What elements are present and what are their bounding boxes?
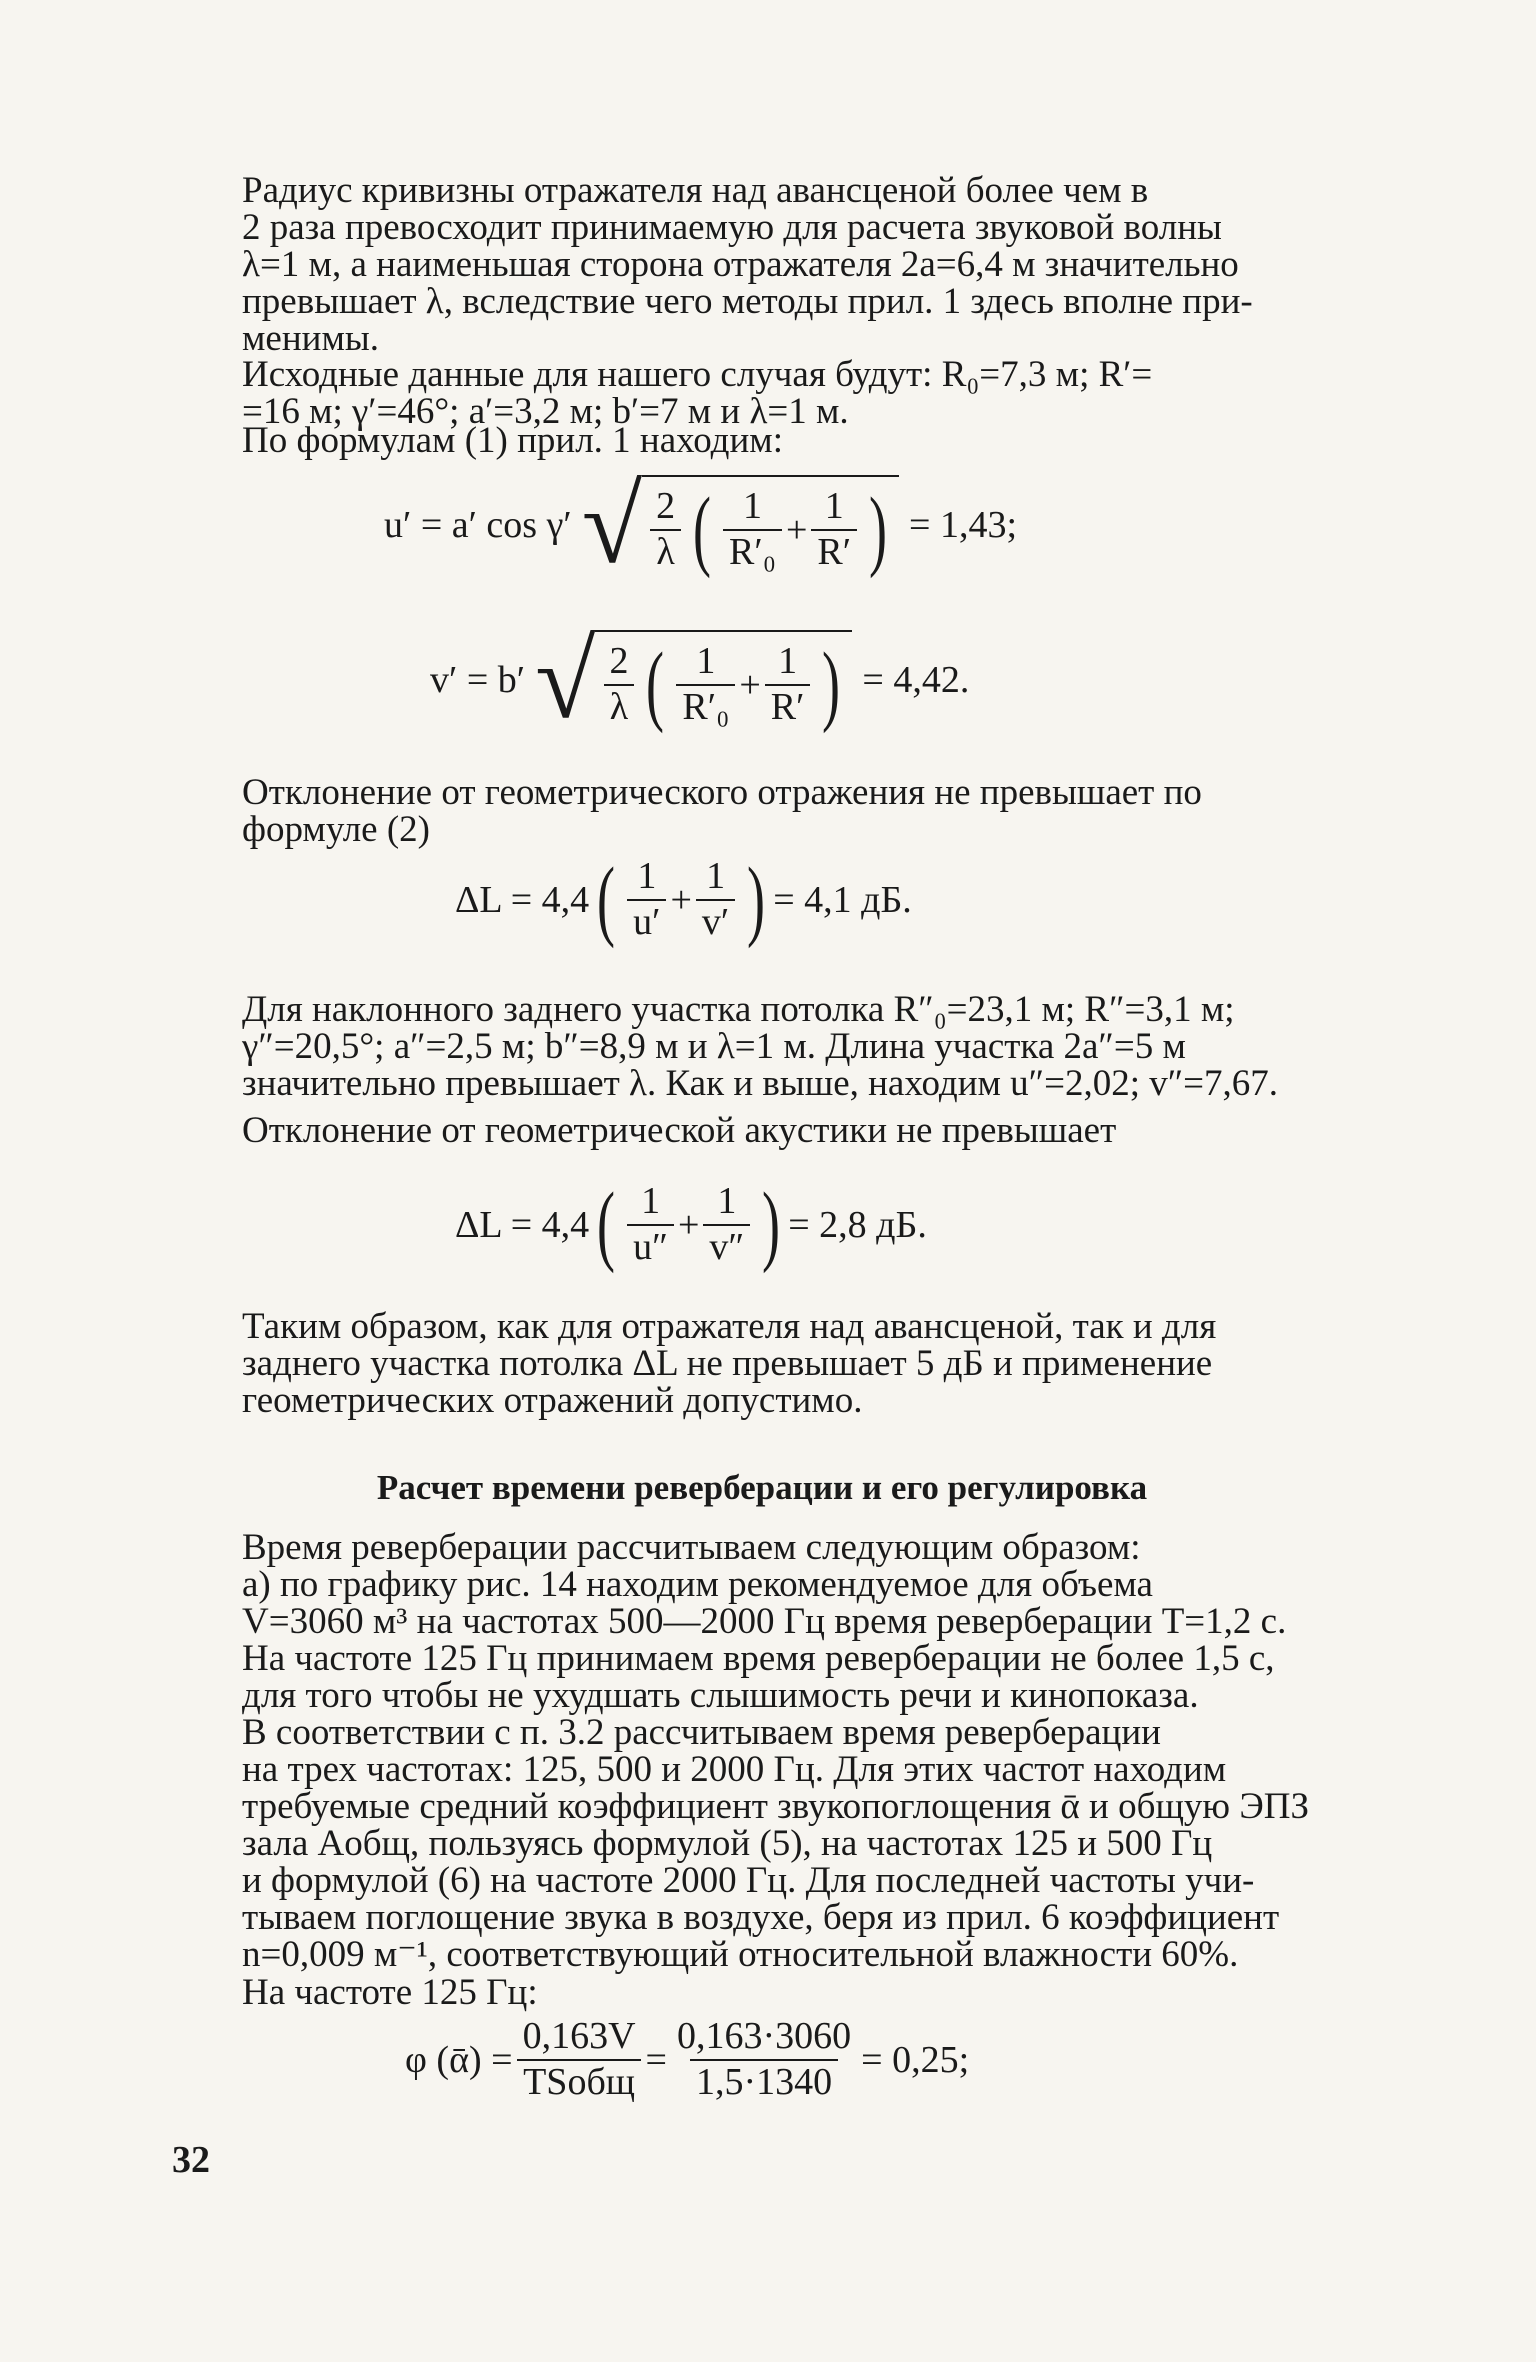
equation-u-prime: u′ = a′ cos γ′ √ $\frac{2}{\lambda}$ ( $\frac{1}{\text{R′₀}}$ + $\frac{1}{R'}$ ) = 1,43;: [384, 464, 1018, 586]
equation-v-prime: v′ = b′ √ $\frac{2}{\lambda}$ ( $\frac{1}{\text{R′₀}}$ + $\frac{1}{R'}$ ) = 4,42.: [430, 619, 970, 741]
sqrt-symbol: √ $\frac{2}{\lambda}$ ( $\frac{1}{\text{R′₀}}$ + $\frac{1}{R'}$ ): [535, 625, 852, 735]
equation-delta-l-2: ΔL = 4,4 ( $\frac{1}{u''}$ + $\frac{1}{v''}$ ) = 2,8 дБ.: [455, 1175, 927, 1274]
paragraph-reflector-radius: Радиус кривизны отражателя над авансценой более чем в 2 раза превосходит принимаемую для расчета звуковой волны λ=1 м, а наименьшая сторона отражателя 2a=6,4 м значительно превышает λ, вследствие чего методы прил. 1 здесь вполне при- менимы.: [242, 170, 1253, 359]
paragraph-deviation: Отклонение от геометрического отражения не превышает по формуле (2): [242, 772, 1202, 850]
sqrt-symbol: √ $\frac{2}{\lambda}$ ( $\frac{1}{\text{R′₀}}$ + $\frac{1}{R'}$ ): [582, 470, 899, 580]
paragraph-inclined-ceiling: Для наклонного заднего участка потолка R″₀=23,1 м; R″=3,1 м; γ″=20,5°; a″=2,5 м; b″=8,9 м и λ=1 м. Длина участка 2a″=5 м значительно превышает λ. Как и выше, находим u″=2,02; v″=7,67.: [242, 989, 1278, 1104]
section-heading: Расчет времени реверберации и его регулировка: [376, 1468, 1148, 1507]
paragraph-conclusion: Таким образом, как для отражателя над авансценой, так и для заднего участка потолка ΔL не превышает 5 дБ и применение геометрических отражений допустимо.: [242, 1306, 1217, 1421]
page-number: 32: [172, 2139, 210, 2181]
paragraph-acoustics-deviation: Отклонение от геометрической акустики не превышает: [242, 1110, 1117, 1151]
equation-phi-alpha: φ (ᾱ) = $\frac{0,163V}{\text{TSобщ}}$ = $\frac{0,163\cdot 3060}{1,5\cdot 1340}$ = 0,25;: [405, 2015, 970, 2103]
paragraph-item-a: а) по графику рис. 14 находим рекомендуемое для объема V=3060 м³ на частотах 500—2000 Гц время реверберации T=1,2 с. На частоте 125 Гц принимаем время реверберации не более 1,5 с, для того чтобы не ухудшать слышимость речи и кинопоказа.: [242, 1564, 1287, 1716]
equation-delta-l-1: ΔL = 4,4 ( $\frac{1}{u'}$ + $\frac{1}{v'}$ ) = 4,1 дБ.: [455, 850, 912, 949]
paragraph-three-frequencies: В соответствии с п. 3.2 рассчитываем время реверберации на трех частотах: 125, 500 и 2000 Гц. Для этих частот находим требуемые средний коэффициент звукопоглощения ᾱ и общую ЭПЗ зала Aобщ, пользуясь формулой (5), на частотах 125 и 500 Гц и формулой (6) на частоте 2000 Гц. Для последней частоты учи- тываем поглощение звука в воздухе, беря из прил. 6 коэффициент n=0,009 м⁻¹, соответствующий относительной влажности 60%.: [242, 1712, 1310, 1975]
paragraph-reverb-intro: Время реверберации рассчитываем следующим образом:: [242, 1527, 1141, 1568]
paragraph-formulas-intro: По формулам (1) прил. 1 находим:: [242, 420, 783, 461]
paragraph-125hz: На частоте 125 Гц:: [242, 1972, 538, 2013]
paragraph-input-data: Исходные данные для нашего случая будут: R₀=7,3 м; R′= =16 м; γ′=46°; a′=3,2 м; b′=7 м и λ=1 м.: [242, 354, 1153, 432]
